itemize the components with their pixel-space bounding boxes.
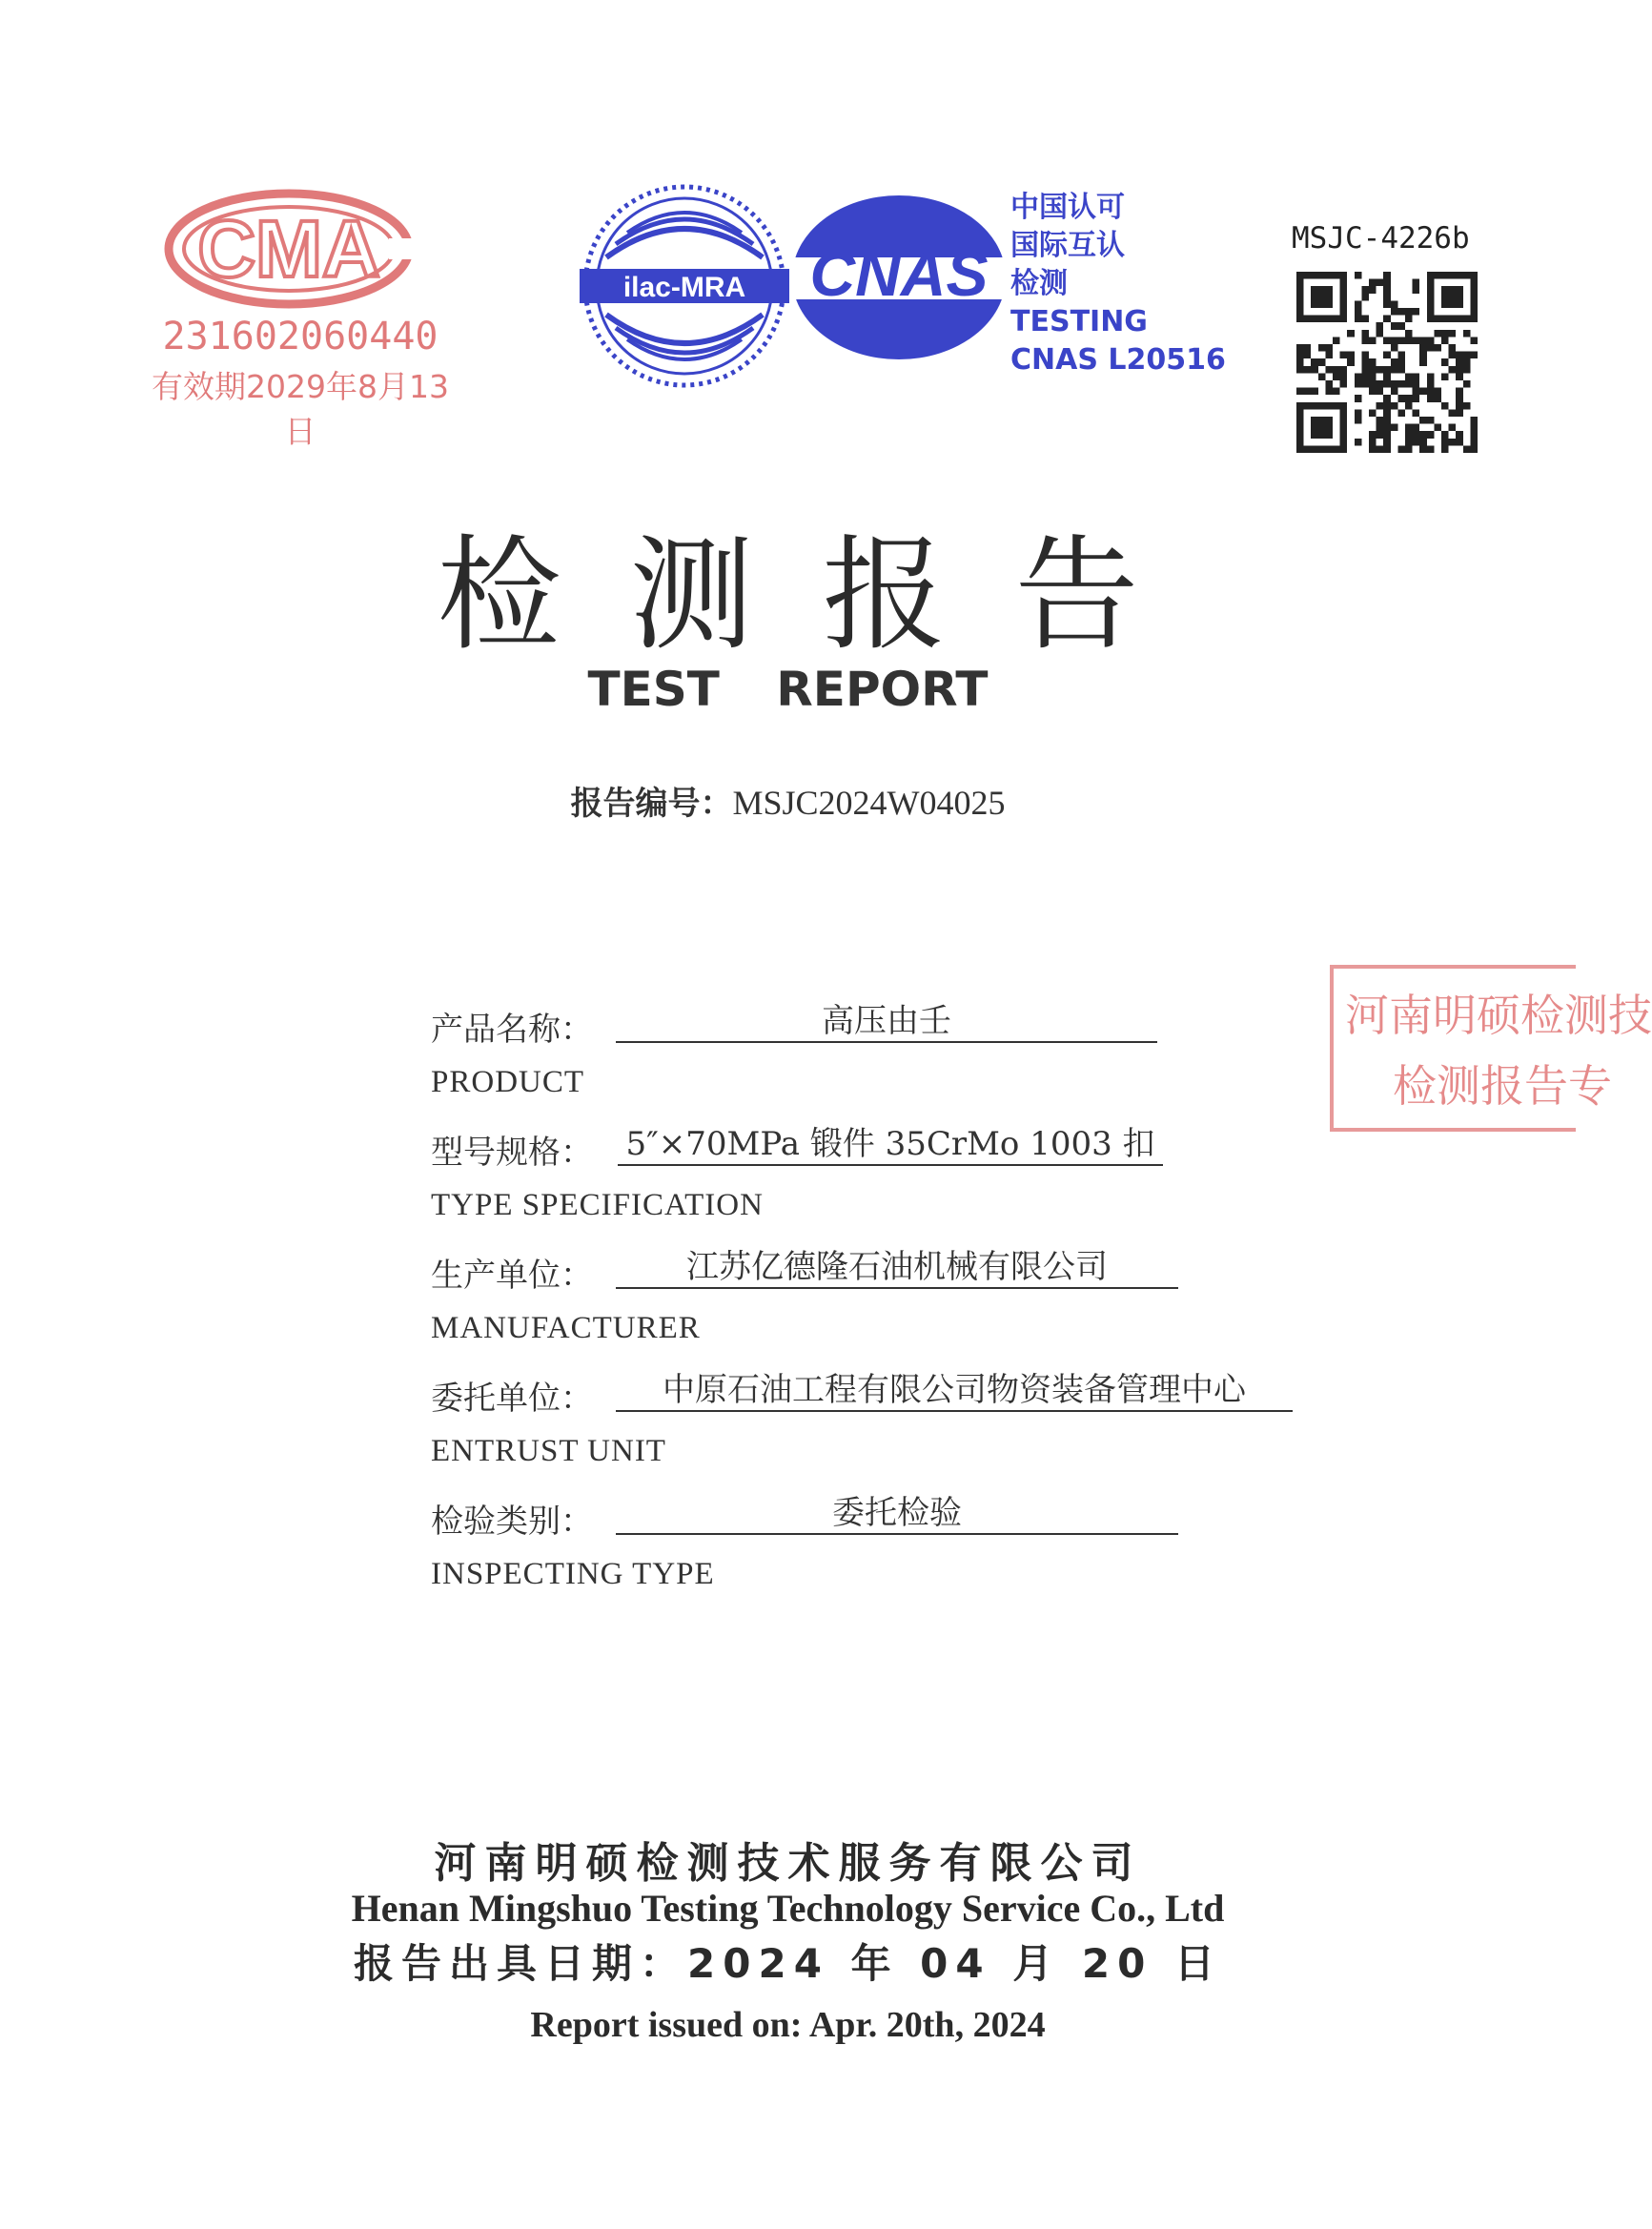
company-name-cn: 河南明硕检测技术服务有限公司: [434, 1839, 1142, 1888]
type-spec-value: 5″×70MPa 锻件 35CrMo 1003 扣: [618, 1124, 1163, 1166]
manufacturer-value: 江苏亿德隆石油机械有限公司: [616, 1247, 1178, 1289]
cma-logo-text: CMA: [197, 204, 380, 294]
cnas-logo-text: CNAS: [809, 238, 989, 309]
inspection-type-label: 检验类别：: [431, 1503, 593, 1541]
report-title-en: TEST REPORT: [587, 662, 989, 717]
report-number: [0, 777, 1576, 824]
company-name-en: Henan Mingshuo Testing Technology Service Co., Ltd: [351, 1887, 1225, 1930]
issue-date-cn: 报告出具日期：2024 年 04 月 20 日: [354, 1940, 1222, 1987]
entrust-unit-label: 委托单位：: [431, 1380, 593, 1418]
manufacturer-label-en: MANUFACTURER: [431, 1311, 701, 1345]
entrust-unit-label-en: ENTRUST UNIT: [431, 1434, 666, 1468]
cma-seal-icon: [164, 189, 414, 309]
cnas-line: CNAS L20516: [1010, 343, 1226, 377]
lab-stamp-line2: 检测报告专: [1393, 1060, 1612, 1112]
manufacturer-label: 生产单位：: [431, 1257, 593, 1295]
inspection-type-value: 委托检验: [616, 1493, 1178, 1535]
ilac-logo-text: ilac-MRA: [622, 272, 746, 303]
cnas-line: 国际互认: [1010, 229, 1125, 262]
product-name-value: 高压由壬: [616, 1001, 1157, 1043]
cma-validity: 有效期2029年8月13日: [152, 368, 449, 450]
product-name-label-en: PRODUCT: [431, 1065, 585, 1099]
cnas-line: 检测: [1010, 267, 1068, 300]
lab-stamp-line1: 河南明硕检测技: [1345, 990, 1652, 1041]
cma-number: 231602060440: [162, 315, 438, 358]
cnas-line: TESTING: [1010, 305, 1148, 338]
report-number-label: 报告编号：: [570, 785, 733, 823]
type-spec-label-en: TYPE SPECIFICATION: [431, 1188, 764, 1222]
cnas-accreditation-text: [1010, 189, 1226, 379]
cnas-logo-icon: [786, 191, 1011, 364]
qr-code-icon[interactable]: [1296, 272, 1478, 453]
lab-stamp: [1330, 965, 1652, 1132]
ilac-mra-logo-icon: [580, 181, 789, 391]
report-number-value: MSJC2024W04025: [732, 784, 1006, 822]
product-name-label: 产品名称：: [431, 1011, 593, 1049]
type-spec-label: 型号规格：: [431, 1134, 593, 1172]
qr-code-label: MSJC-4226b: [1292, 221, 1470, 256]
report-title-cn: 检测报告: [437, 522, 1208, 667]
inspection-type-label-en: INSPECTING TYPE: [431, 1557, 715, 1591]
cnas-line: 中国认可: [1010, 191, 1125, 224]
issue-date-en: Report issued on: Apr. 20th, 2024: [530, 2005, 1046, 2045]
entrust-unit-value: 中原石油工程有限公司物资装备管理中心: [616, 1370, 1293, 1412]
